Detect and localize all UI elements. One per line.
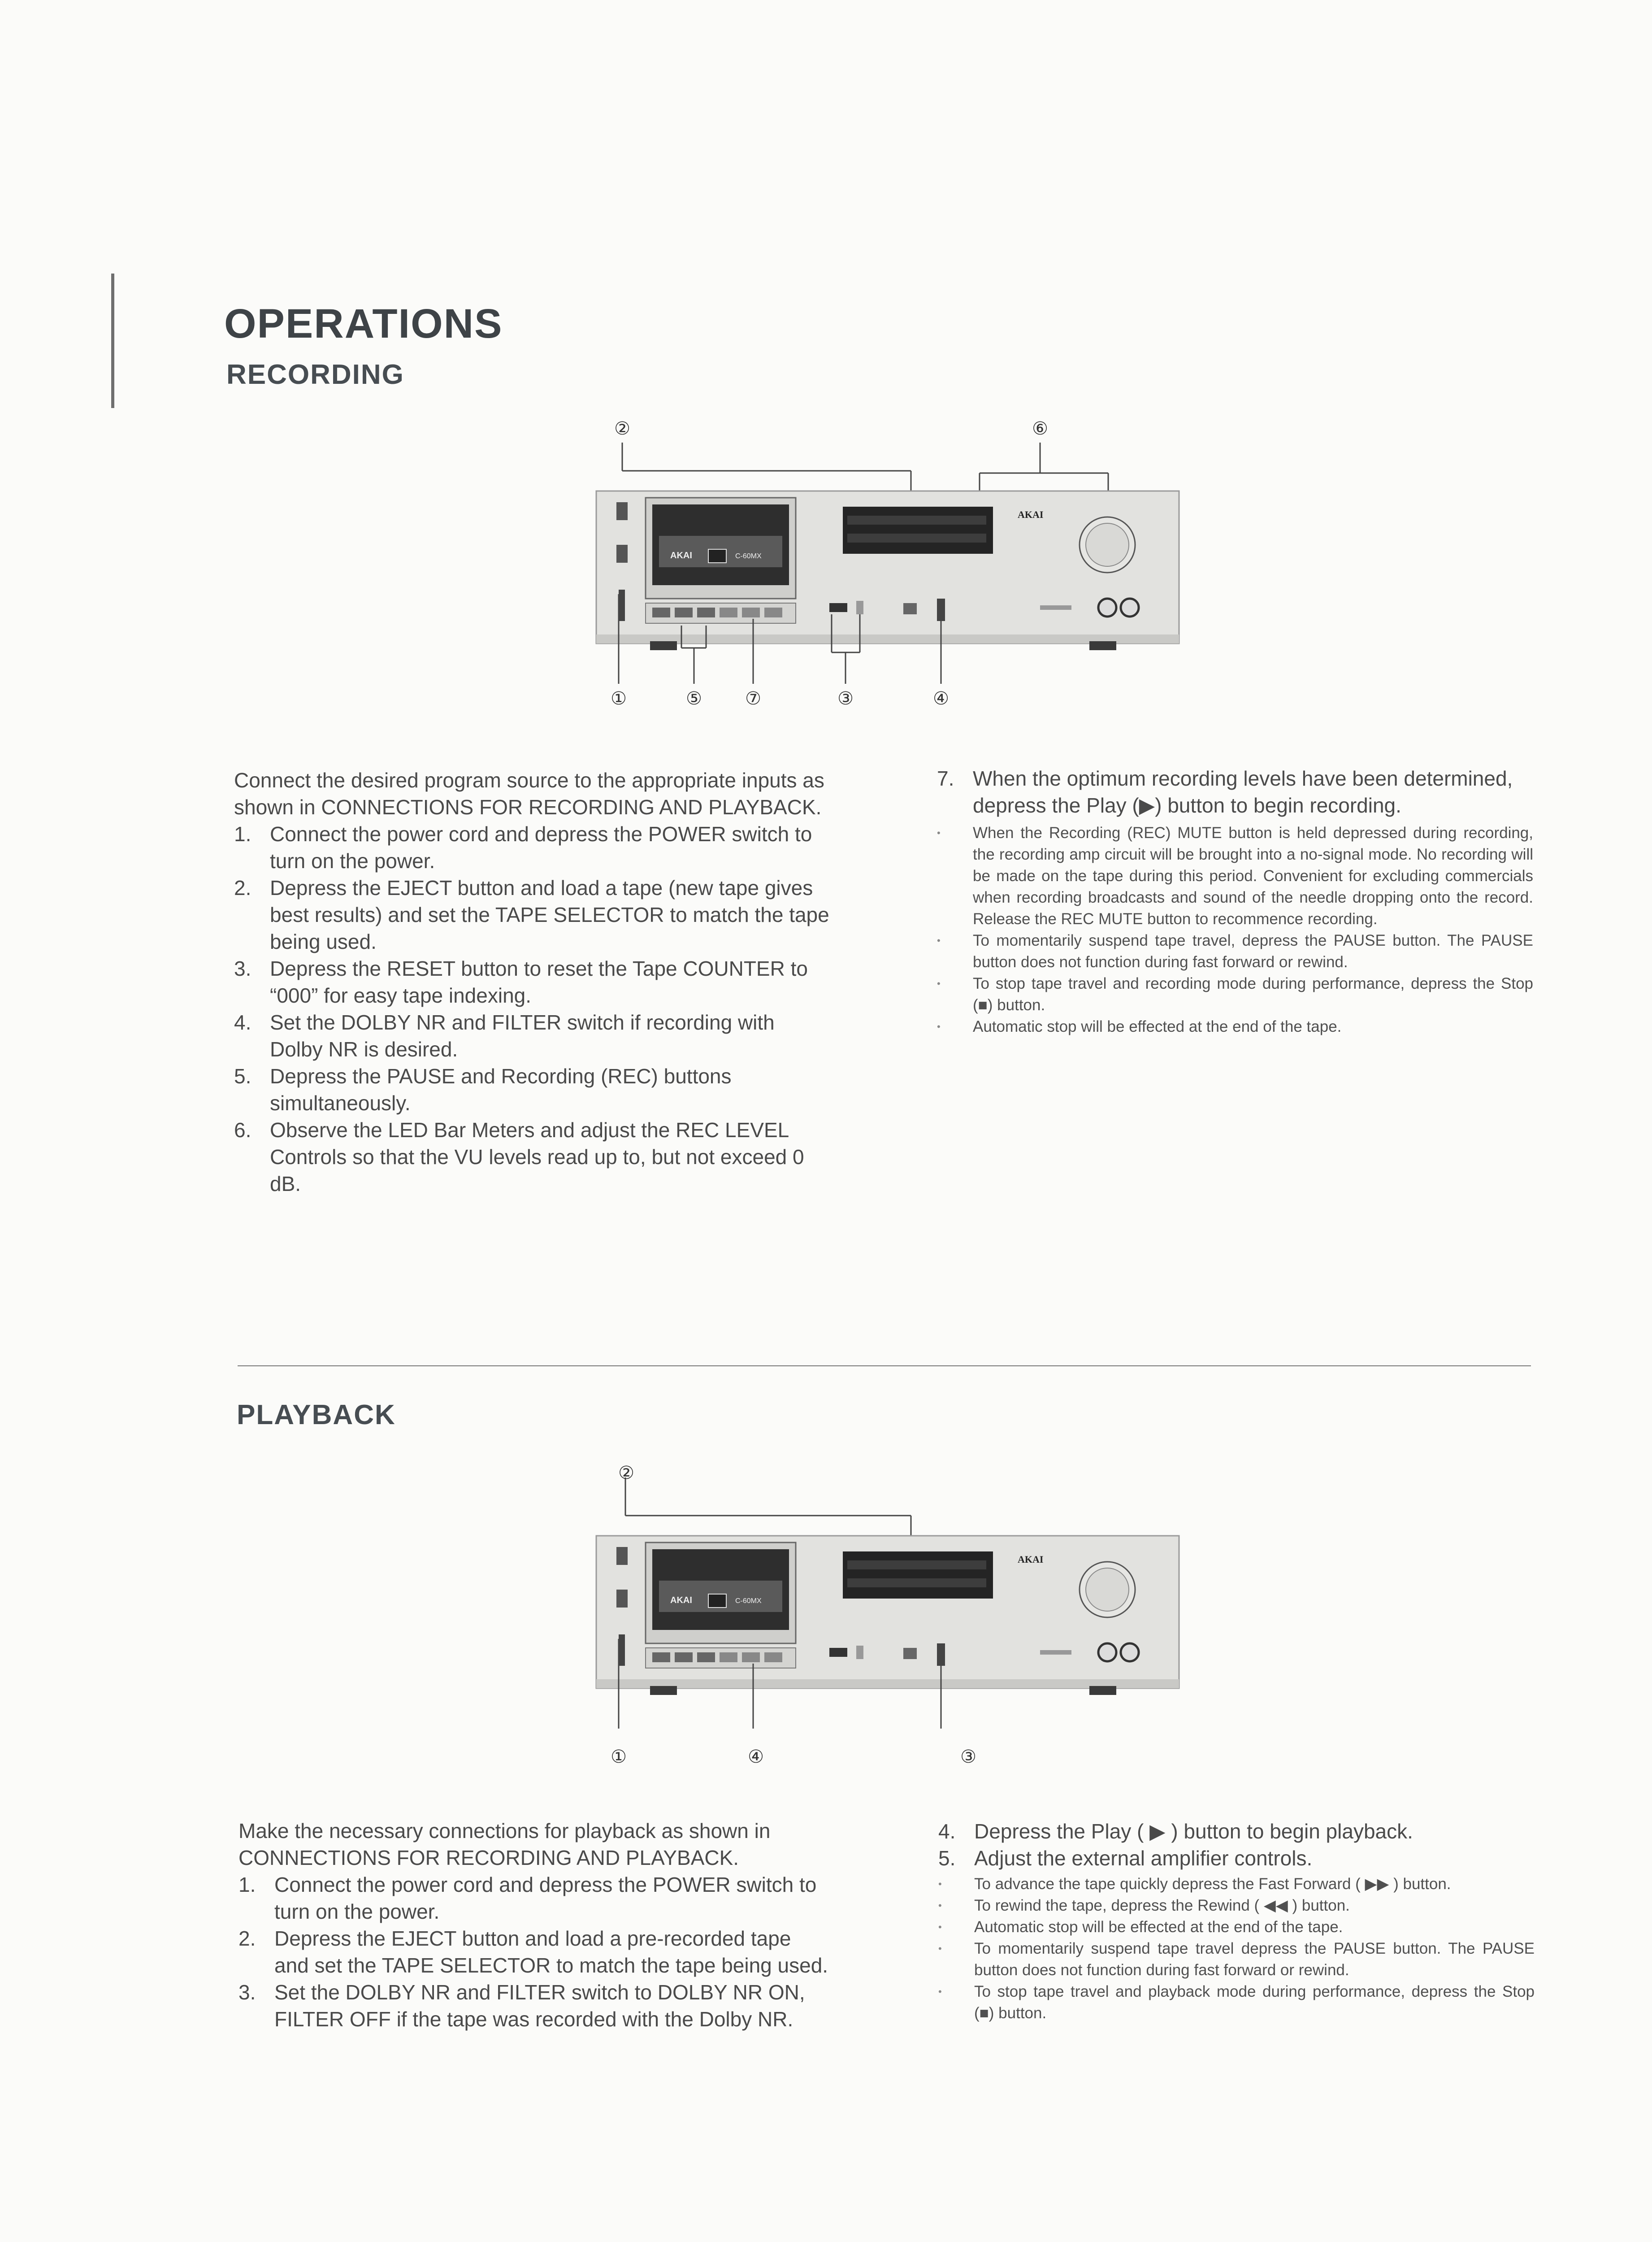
recording-note: • Automatic stop will be effected at the end of the tape. [937, 1016, 1533, 1038]
playback-step-3: 3. Set the DOLBY NR and FILTER switch to DOLBY NR ON, FILTER OFF if the tape was recorded with the Dolby NR. [238, 1981, 805, 2031]
cassette-brand: AKAI [670, 1595, 692, 1605]
section-divider [238, 1365, 1531, 1366]
recording-intro: Connect the desired program source to the appropriate inputs as shown in CONNECTIONS FOR RECORDING AND PLAYBACK. [234, 769, 824, 819]
recording-notes [937, 822, 1533, 1038]
playback-deck-illustration [592, 1460, 1184, 1769]
callout-1: ① [611, 689, 627, 708]
callout-4: ④ [933, 689, 949, 708]
recording-step-2: 2. Depress the EJECT button and load a tape (new tape gives best results) and set the TAPE SELECTOR to match the tape being used. [234, 876, 829, 953]
playback-note: • To momentarily suspend tape travel depress the PAUSE button. The PAUSE button does not function during fast forward or rewind. [938, 1938, 1535, 1981]
playback-note: • To stop tape travel and playback mode during performance, depress the Stop (■) button. [938, 1981, 1535, 2024]
recording-step-7: 7. When the optimum recording levels have been determined, depress the Play (▶) button to begin recording. [937, 767, 1513, 817]
callout-5: ⑤ [686, 689, 702, 708]
callout-3: ③ [960, 1747, 976, 1767]
cassette-label: C-60MX [735, 552, 762, 560]
playback-note: • To rewind the tape, depress the Rewind ( ◀◀ ) button. [938, 1895, 1535, 1916]
playback-step-1: 1. Connect the power cord and depress the POWER switch to turn on the power. [238, 1873, 817, 1923]
recording-instructions-left [234, 767, 833, 1197]
recording-note: • To momentarily suspend tape travel, depress the PAUSE button. The PAUSE button does not function during fast forward or rewind. [937, 930, 1533, 973]
recording-step-1: 1. Connect the power cord and depress the POWER switch to turn on the power. [234, 822, 812, 873]
section-heading-playback: PLAYBACK [237, 1399, 396, 1430]
recording-step-5: 5. Depress the PAUSE and Recording (REC) buttons simultaneously. [234, 1065, 732, 1115]
playback-step-2: 2. Depress the EJECT button and load a pre-recorded tape and set the TAPE SELECTOR to match the tape being used. [238, 1927, 828, 1977]
recording-note: • To stop tape travel and recording mode during performance, depress the Stop (■) button. [937, 973, 1533, 1016]
page-title: OPERATIONS [224, 301, 503, 347]
callout-4: ④ [748, 1747, 764, 1767]
callout-2: ② [614, 419, 630, 439]
section-heading-recording: RECORDING [226, 359, 404, 390]
callout-6: ⑥ [1032, 419, 1048, 439]
callout-7: ⑦ [745, 689, 761, 708]
recording-step-4: 4. Set the DOLBY NR and FILTER switch if recording with Dolby NR is desired. [234, 1011, 775, 1061]
playback-note: • To advance the tape quickly depress the Fast Forward ( ▶▶ ) button. [938, 1873, 1535, 1895]
deck-brand: AKAI [1018, 1554, 1044, 1565]
recording-instructions-right [937, 765, 1533, 1038]
callout-1: ① [611, 1747, 627, 1767]
margin-bar [111, 274, 114, 408]
callout-3: ③ [837, 689, 854, 708]
deck-brand: AKAI [1018, 509, 1044, 520]
recording-step-3: 3. Depress the RESET button to reset the Tape COUNTER to “000” for easy tape indexing. [234, 957, 808, 1007]
playback-notes [938, 1873, 1535, 2024]
playback-step-4: 4. Depress the Play ( ▶ ) button to begin playback. [938, 1820, 1413, 1843]
playback-instructions-right [938, 1818, 1535, 2024]
recording-deck-illustration [592, 415, 1184, 724]
playback-instructions-left [238, 1817, 830, 2033]
playback-intro: Make the necessary connections for playback as shown in CONNECTIONS FOR RECORDING AND PLAYBACK. [238, 1819, 771, 1869]
cassette-brand: AKAI [670, 551, 692, 560]
cassette-label: C-60MX [735, 1597, 762, 1605]
callout-2: ② [618, 1463, 634, 1483]
recording-step-6: 6. Observe the LED Bar Meters and adjust the REC LEVEL Controls so that the VU levels read up to, but not exceed 0 dB. [234, 1118, 804, 1195]
playback-note: • Automatic stop will be effected at the end of the tape. [938, 1916, 1535, 1938]
recording-note: • When the Recording (REC) MUTE button is held depressed during recording, the recording amp circuit will be brought into a no-signal mode. No recording will be made on the tape during this period. Convenient for excluding commercials when recording broadcasts and sound of the needle dropping onto the record. Release the REC MUTE button to recommence recording. [937, 822, 1533, 930]
playback-step-5: 5. Adjust the external amplifier controls. [938, 1847, 1313, 1870]
